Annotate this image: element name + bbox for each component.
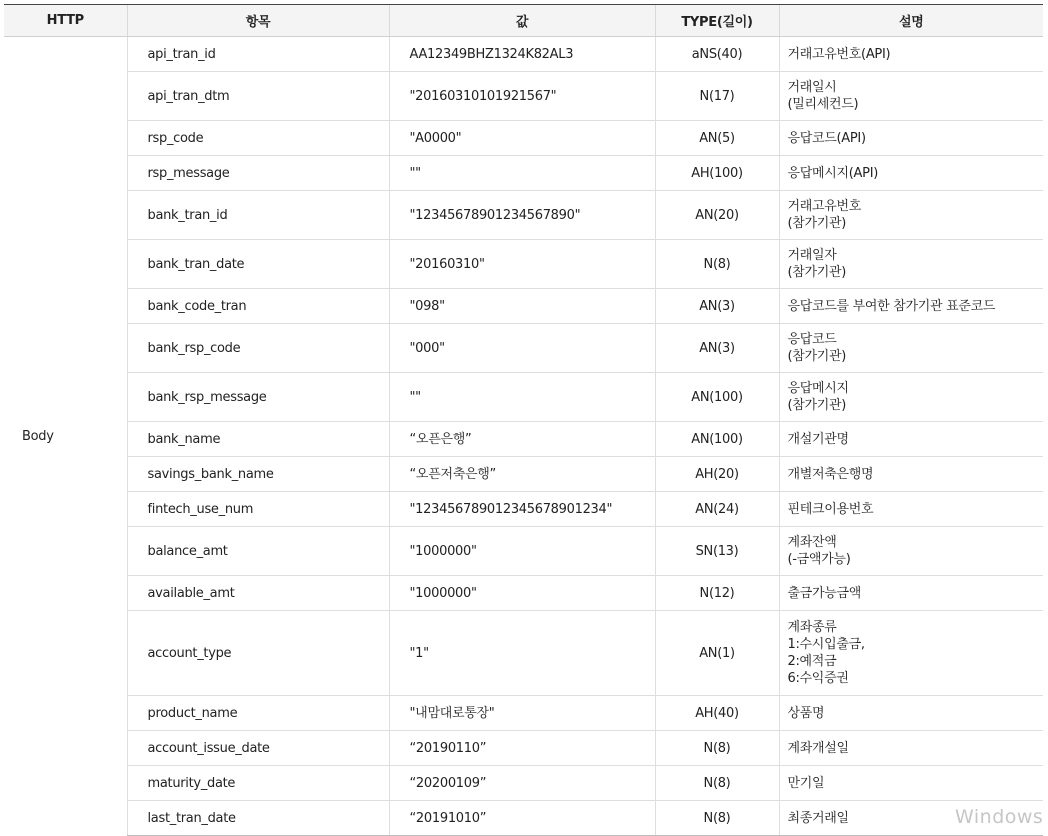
field-type-cell: AN(24) [655,492,779,527]
field-name-cell: maturity_date [127,766,389,801]
description-line: (참가기관) [787,265,847,280]
field-type-cell: N(8) [655,731,779,766]
header-http: HTTP [4,5,127,37]
field-type-cell: AN(3) [655,289,779,324]
field-name-cell: account_type [127,611,389,696]
field-value-cell: “20191010” [389,801,655,836]
field-description-cell [779,156,1043,191]
field-value-cell: "내맘대로통장" [389,696,655,731]
header-description: 설명 [779,5,1043,37]
field-value-cell: “오픈은행” [389,422,655,457]
table-body [4,37,1043,836]
field-name-cell: available_amt [127,576,389,611]
description-line: 2:예적금 [787,654,837,669]
table-row [4,801,1043,836]
field-type-cell: AH(40) [655,696,779,731]
field-description-cell [779,37,1043,72]
field-type-cell: N(17) [655,72,779,121]
field-description-cell [779,324,1043,373]
field-name-cell: last_tran_date [127,801,389,836]
description-line: 만기일 [787,775,825,791]
header-field: 항목 [127,5,389,37]
table-row [4,121,1043,156]
field-value-cell: "1" [389,611,655,696]
field-value-cell: "000" [389,324,655,373]
table-row [4,72,1043,121]
field-description-cell [779,611,1043,696]
field-value-cell: “오픈저축은행” [389,457,655,492]
field-type-cell: AN(5) [655,121,779,156]
field-value-cell: "1000000" [389,576,655,611]
table-row [4,576,1043,611]
field-value-cell: "" [389,373,655,422]
field-description-cell [779,373,1043,422]
description-line: 거래일자 [787,248,837,263]
http-group-cell: Body [22,428,54,444]
field-type-cell: AN(100) [655,422,779,457]
description-line: 상품명 [787,705,825,721]
table-row [4,191,1043,240]
field-type-cell: AN(3) [655,324,779,373]
description-line: (-금액가능) [787,552,851,567]
field-name-cell: bank_code_tran [127,289,389,324]
field-value-cell: "098" [389,289,655,324]
field-name-cell: bank_tran_date [127,240,389,289]
field-value-cell: “20190110” [389,731,655,766]
field-type-cell: AH(20) [655,457,779,492]
description-line: 응답메시지(API) [787,165,879,181]
description-line: (참가기관) [787,349,847,364]
field-name-cell: account_issue_date [127,731,389,766]
field-name-cell: balance_amt [127,527,389,576]
table-header-row [4,5,1043,37]
field-name-cell: bank_name [127,422,389,457]
description-line: 1:수시입출금, [787,637,865,652]
field-type-cell: AH(100) [655,156,779,191]
description-line: 응답메시지 [787,381,849,396]
field-type-cell: N(8) [655,240,779,289]
table-row [4,37,1043,72]
table-row [4,156,1043,191]
field-description-cell [779,422,1043,457]
field-name-cell: rsp_message [127,156,389,191]
description-line: 계좌종류 [787,620,837,635]
description-line: 응답코드를 부여한 참가기관 표준코드 [787,298,996,314]
field-name-cell: api_tran_dtm [127,72,389,121]
field-name-cell: product_name [127,696,389,731]
api-response-spec-table [4,4,1043,836]
description-line: 개설기관명 [787,431,849,447]
field-value-cell: "123456789012345678901234" [389,492,655,527]
field-name-cell: rsp_code [127,121,389,156]
description-line: (참가기관) [787,398,847,413]
description-line: 출금가능금액 [787,585,862,601]
description-line: 최종거래일 [787,810,849,826]
table-row [4,696,1043,731]
field-name-cell: bank_rsp_code [127,324,389,373]
description-line: 거래고유번호(API) [787,46,891,62]
description-line: 응답코드(API) [787,130,866,146]
field-description-cell [779,289,1043,324]
description-line: 계좌개설일 [787,740,849,756]
table-row [4,324,1043,373]
description-line: 개별저축은행명 [787,466,874,482]
field-description-cell [779,457,1043,492]
field-description-cell [779,121,1043,156]
description-line: 핀테크이용번호 [787,501,874,517]
description-line: 응답코드 [787,332,837,347]
description-line: 거래고유번호 [787,199,862,214]
description-line: (밀리세컨드) [787,97,859,112]
table-row [4,731,1043,766]
field-name-cell: bank_rsp_message [127,373,389,422]
field-value-cell: "A0000" [389,121,655,156]
field-value-cell: "1000000" [389,527,655,576]
field-description-cell [779,766,1043,801]
field-name-cell: api_tran_id [127,37,389,72]
field-description-cell [779,696,1043,731]
field-type-cell: AN(1) [655,611,779,696]
field-description-cell [779,576,1043,611]
field-value-cell: "20160310" [389,240,655,289]
field-description-cell [779,527,1043,576]
field-name-cell: savings_bank_name [127,457,389,492]
field-type-cell: aNS(40) [655,37,779,72]
table-row [4,492,1043,527]
header-type: TYPE(길이) [655,5,779,37]
field-value-cell: “20200109” [389,766,655,801]
table-row [4,527,1043,576]
table-row [4,457,1043,492]
field-description-cell [779,731,1043,766]
field-type-cell: N(12) [655,576,779,611]
table-row [4,611,1043,696]
field-value-cell: "12345678901234567890" [389,191,655,240]
table-row [4,289,1043,324]
field-name-cell: fintech_use_num [127,492,389,527]
field-type-cell: SN(13) [655,527,779,576]
description-line: 6:수익증권 [787,671,849,686]
header-value: 값 [389,5,655,37]
description-line: 거래일시 [787,80,837,95]
table-row [4,373,1043,422]
field-description-cell [779,191,1043,240]
field-description-cell [779,492,1043,527]
field-value-cell: "20160310101921567" [389,72,655,121]
table-row [4,240,1043,289]
description-line: (참가기관) [787,216,847,231]
field-value-cell: "" [389,156,655,191]
field-type-cell: AN(100) [655,373,779,422]
field-name-cell: bank_tran_id [127,191,389,240]
field-value-cell: AA12349BHZ1324K82AL3 [389,37,655,72]
description-line: 계좌잔액 [787,535,837,550]
field-type-cell: AN(20) [655,191,779,240]
field-description-cell [779,72,1043,121]
field-description-cell [779,240,1043,289]
field-type-cell: N(8) [655,766,779,801]
windows-activation-watermark: Windows [955,806,1044,828]
field-type-cell: N(8) [655,801,779,836]
table-row [4,422,1043,457]
table-row [4,766,1043,801]
